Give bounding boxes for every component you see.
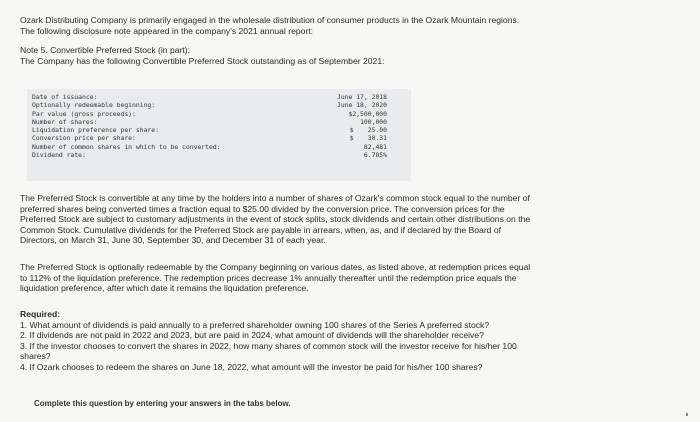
question-3: 3. If the investor chooses to convert the shares in 2022, how many shares of common stock will the investor receive for his/her 100 (20, 340, 517, 351)
table-labels (32, 93, 221, 159)
table-row-value: $ 30.31 (349, 134, 387, 143)
table-row-label: Liquidation preference per share: (32, 126, 159, 135)
question-4: 4. If Ozark chooses to redeem the shares on June 18, 2022, what amount will the investor be paid for his/her 100 shares? (20, 361, 483, 372)
table-row-label: Conversion price per share: (32, 134, 136, 143)
question-1: 1. What amount of dividends is paid annually to a preferred shareholder owning 100 shares of the Series A preferred stock? (20, 319, 490, 330)
text-line: Directors, on March 31, June 30, September 30, and December 31 of each year. (20, 235, 326, 246)
text-line: The Preferred Stock is convertible at any time by the holders into a number of shares of Ozark's common stock equal to the number of (20, 193, 530, 203)
table-row-label: Par value (gross proceeds): (32, 109, 136, 118)
cursor-icon (686, 413, 688, 416)
table-row-value: 100,000 (360, 117, 387, 126)
table-row-value: $2,500,000 (348, 109, 387, 118)
intro-line-2: The following disclosure note appeared in the company's 2021 annual report: (20, 25, 314, 36)
instructions-footer: Complete this question by entering your answers in the tabs below. (34, 399, 291, 408)
table-row-value: June 17, 2018 (336, 93, 387, 101)
table-row-label: Optionally redeemable beginning: (32, 101, 156, 110)
table-row-label: Dividend rate: (32, 151, 86, 160)
table-row-value: June 18, 2020 (336, 101, 387, 110)
text-line: liquidation preference, after which date it remains the liquidation preference. (20, 283, 309, 294)
table-row-label: Date of issuance: (32, 93, 98, 101)
currency-sign: $ (349, 126, 354, 135)
table-row-value: 6.785% (363, 151, 387, 160)
text-line: Preferred Stock are subject to customary adjustments in the event of stock splits, stock dividends and certain other distributions on the (20, 214, 531, 225)
table-row-label: Number of common shares in which to be converted: (32, 142, 221, 151)
text-line: preferred shares being converted times a fraction equal to $25.00 divided by the conversion price. The conversion prices for the (20, 203, 505, 214)
intro-paragraph (20, 15, 632, 36)
preferred-stock-table (27, 89, 411, 181)
question-3-continued: shares? (20, 351, 51, 362)
intro-line-1: Ozark Distributing Company is primarily engaged in the wholesale distribution of consumer products in the Ozark Mountain regions. (20, 15, 520, 25)
question-2: 2. If dividends are not paid in 2022 and 2023, but are paid in 2024, what amount of dividends will the shareholder receive? (20, 330, 484, 341)
text-line: to 112% of the liquidation preference. The redemption prices decrease 1% annually thereafter until the redemption price equals the (20, 272, 517, 283)
text-line: Common Stock. Cumulative dividends for the Preferred Stock are payable in arrears, when, as, and if declared by the Board of (20, 224, 502, 235)
text-line: The Preferred Stock is optionally redeemable by the Company beginning on various dates, as listed above, at redemption prices equal (20, 262, 531, 272)
redemption-paragraph (20, 262, 632, 294)
conversion-paragraph (20, 193, 632, 246)
table-values (337, 93, 387, 159)
note-subtitle: The Company has the following Convertible Preferred Stock outstanding as of September 2021: (20, 55, 385, 66)
note-title: Note 5. Convertible Preferred Stock (in part): (20, 45, 191, 55)
required-heading: Required: (20, 309, 61, 319)
required-section (20, 309, 632, 373)
table-row-value: 82,481 (363, 142, 387, 151)
table-row-value: $ 25.00 (349, 126, 387, 135)
table-row-label: Number of shares: (32, 117, 98, 126)
note-heading (20, 45, 632, 66)
currency-sign: $ (349, 134, 354, 143)
